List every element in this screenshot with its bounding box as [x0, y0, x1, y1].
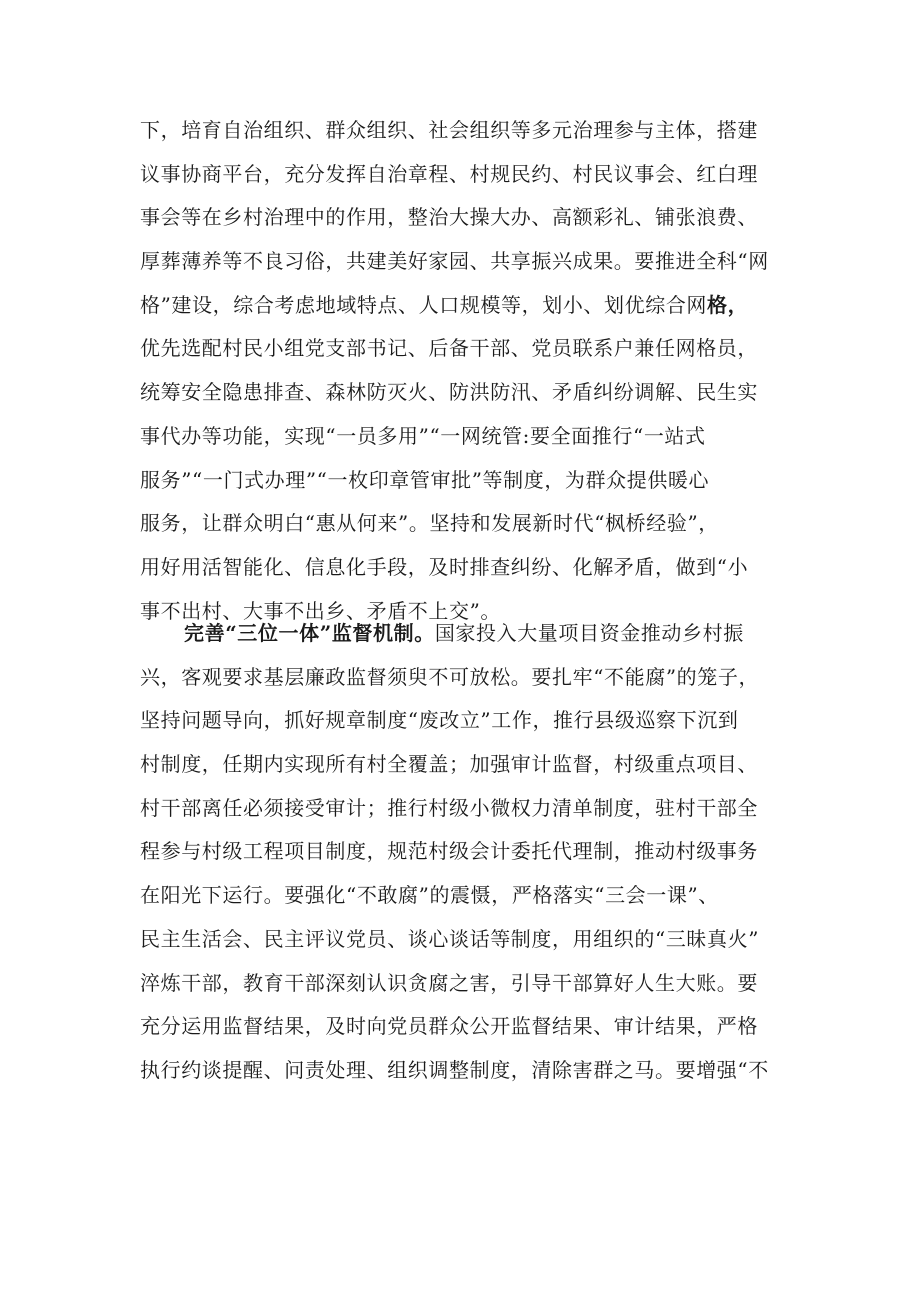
- section-heading: 完善“三位一体”监督机制。: [184, 621, 435, 645]
- text-line: 事代办等功能，实现“一员多用”“一网统管:要全面推行“一站式: [140, 423, 706, 448]
- text-line: 用好用活智能化、信息化手段，及时排查纠纷、化解矛盾，做到“小: [140, 554, 749, 579]
- text-line-first: [140, 612, 792, 656]
- text-line: [140, 284, 792, 328]
- paragraph-1: [140, 109, 792, 633]
- text-line: 服务”“一门式办理”“一枚印章管审批”等制度，为群众提供暖心: [140, 467, 710, 492]
- text-line: 议事协商平台，充分发挥自治章程、村规民约、村民议事会、红白理: [140, 161, 758, 186]
- text-line-bold-tail: 格，: [707, 292, 749, 317]
- text-line-body: 国家投入大量项目资金推动乡村振: [434, 621, 744, 645]
- text-line: 民主生活会、民主评议党员、谈心谈话等制度，用组织的“三昧真火”: [140, 926, 760, 951]
- text-line: 兴，客观要求基层廉政监督须臾不可放松。要扎牢“不能腐”的笼子，: [140, 664, 760, 689]
- text-line: 村干部离任必须接受审计；推行村级小微权力清单制度，驻村干部全: [140, 795, 758, 820]
- text-line-body: 格”建设，综合考虑地域特点、人口规模等，划小、划优综合网: [140, 292, 708, 317]
- text-line: 充分运用监督结果，及时向党员群众公开监督结果、审计结果，严格: [140, 1014, 758, 1039]
- text-line: 服务，让群众明白“惠从何来”。坚持和发展新时代“枫桥经验”，: [140, 511, 719, 536]
- text-line: 统筹安全隐患排查、森林防灭火、防洪防汛、矛盾纠纷调解、民生实: [140, 380, 758, 405]
- text-line: 优先选配村民小组党支部书记、后备干部、党员联系户兼任网格员，: [140, 336, 758, 361]
- text-line: 下，培育自治组织、群众组织、社会组织等多元治理参与主体，搭建: [140, 118, 758, 142]
- text-line: 坚持问题导向，抓好规章制度“废改立”工作，推行县级巡察下沉到: [140, 708, 739, 733]
- text-line: 淬炼干部，教育干部深刻认识贪腐之害，引导干部算好人生大账。要: [140, 970, 758, 995]
- text-line: 厚葬薄养等不良习俗，共建美好家园、共享振兴成果。要推进全科“网: [140, 249, 769, 274]
- text-line: 事不出村、大事不出乡、矛盾不上交”。: [140, 598, 502, 623]
- text-line: 村制度，任期内实现所有村全覆盖；加强审计监督，村级重点项目、: [140, 752, 758, 777]
- text-line: 事会等在乡村治理中的作用，整治大操大办、高额彩礼、铺张浪费、: [140, 205, 758, 230]
- text-line: 在阳光下运行。要强化“不敢腐”的震慑，严格落实“三会一课”、: [140, 883, 719, 908]
- text-line: 程参与村级工程项目制度，规范村级会计委托代理制，推动村级事务: [140, 839, 758, 864]
- paragraph-2: [140, 612, 792, 1093]
- text-line: 执行约谈提醒、问责处理、组织调整制度，清除害群之马。要增强“不: [140, 1057, 769, 1082]
